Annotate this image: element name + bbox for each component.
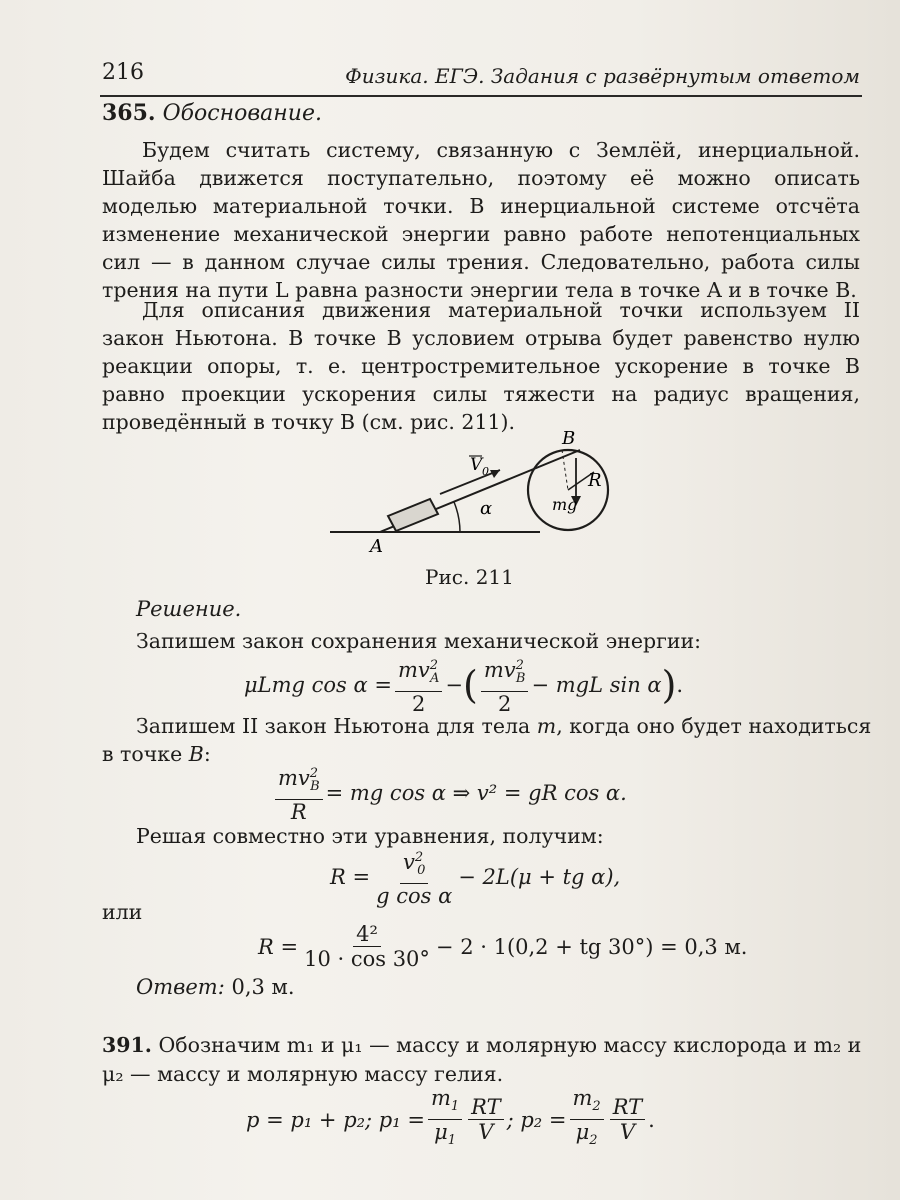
newton-text-line1: Запишем II закон Ньютона для тела m, когда оно будет находиться xyxy=(136,714,872,738)
answer-label: Ответ: xyxy=(136,975,225,999)
p1-mass-num: $m_1$ xyxy=(428,1086,462,1120)
page-number: 216 xyxy=(102,60,144,85)
kinetic-b-numerator: $mv^2_B$ xyxy=(481,654,529,692)
label-mg: mg xyxy=(552,495,578,514)
problem-number: 365. xyxy=(102,100,156,126)
kinetic-a-numerator: $mv^2_A$ xyxy=(395,654,442,692)
problem-391-line1 xyxy=(102,1033,861,1057)
kinetic-a-denominator: 2 xyxy=(411,692,426,717)
puck-block xyxy=(388,499,438,531)
newton-rhs: = mg cos α ⇒ v² = gR cos α. xyxy=(325,781,627,806)
figure-211 xyxy=(330,428,620,558)
p1-rt-num: RT xyxy=(468,1095,503,1120)
header-divider xyxy=(100,95,862,97)
numeric-equation xyxy=(258,922,747,971)
result-equation xyxy=(330,846,620,908)
solution-heading: Решение. xyxy=(136,597,242,621)
problem-heading: Обоснование. xyxy=(162,101,322,126)
label-v0: V xyxy=(470,455,483,475)
label-a: A xyxy=(370,536,383,557)
energy-lhs: μLmg cos α = xyxy=(244,673,392,698)
label-v0-sub: 0 xyxy=(482,465,489,478)
combined-text: Решая совместно эти уравнения, получим: xyxy=(136,824,604,848)
minus-sign: − xyxy=(445,673,463,698)
centripetal-numerator: $mv^2_B$ xyxy=(275,762,323,800)
kinetic-b-fraction xyxy=(481,654,529,716)
problem-391-number: 391. xyxy=(102,1033,152,1057)
figure-caption: Рис. 211 xyxy=(425,565,514,589)
result-fraction xyxy=(373,846,455,908)
pressure-end: . xyxy=(648,1107,655,1132)
kinetic-a-fraction xyxy=(395,654,442,716)
label-alpha: α xyxy=(480,498,493,519)
centripetal-fraction xyxy=(275,762,323,824)
energy-equation xyxy=(244,654,683,716)
result-numerator: $v^2_0$ xyxy=(400,846,428,884)
pressure-start: p = p₁ + p₂; p₁ = xyxy=(246,1107,425,1132)
label-r: R xyxy=(588,470,602,491)
close-paren: ) xyxy=(661,663,677,708)
result-rhs: − 2L(μ + tg α), xyxy=(458,865,621,890)
p2-rt-num: RT xyxy=(610,1095,645,1120)
numeric-fraction xyxy=(301,922,433,971)
problem-365-title xyxy=(102,100,322,126)
potential-term: − mgL sin α xyxy=(531,673,662,698)
angle-arc xyxy=(454,502,460,532)
numeric-rhs: − 2 · 1(0,2 + tg 30°) = 0,3 м. xyxy=(435,934,748,959)
or-text: или xyxy=(102,900,143,924)
pressure-mid: ; p₂ = xyxy=(506,1107,567,1132)
energy-law-text: Запишем закон сохранения механической энергии: xyxy=(136,629,702,653)
p1-mass-fraction xyxy=(428,1086,462,1153)
numeric-lhs: R = xyxy=(258,934,299,959)
p1-mass-den: $\mu_1$ xyxy=(434,1120,457,1149)
newton-text-line2: в точке B: xyxy=(102,742,211,766)
kinetic-b-denominator: 2 xyxy=(497,692,512,717)
centripetal-denominator: R xyxy=(290,800,307,825)
answer-line xyxy=(136,975,295,999)
justification-paragraph-2: Для описания движения материальной точки используем II закон Ньютона. В точке B условием отрыва будет равенство нулю реакции опоры, т. е. центростремительное ускорение в точке B равно проекции ускорения силы тяжести на радиус вращения, проведённый в точку B (см. рис. 211). xyxy=(102,298,860,434)
p2-mass-den: $\mu_2$ xyxy=(575,1120,598,1149)
open-paren: ( xyxy=(463,663,478,708)
numeric-denominator: 10 · cos 30° xyxy=(304,947,430,971)
pressure-equation xyxy=(246,1086,655,1153)
label-b: B xyxy=(562,428,576,449)
p2-rt-fraction xyxy=(610,1095,645,1144)
p2-rt-den: V xyxy=(619,1120,636,1145)
p1-rt-den: V xyxy=(478,1120,494,1145)
numeric-numerator: 4² xyxy=(353,922,381,947)
running-header: Физика. ЕГЭ. Задания с развёрнутым ответом xyxy=(345,64,860,88)
p1-rt-fraction xyxy=(468,1095,503,1144)
energy-end: . xyxy=(676,673,684,698)
problem-391-line2: μ₂ — массу и молярную массу гелия. xyxy=(102,1062,504,1086)
problem-391-text1: Обозначим m₁ и μ₁ — массу и молярную массу кислорода и m₂ и xyxy=(158,1033,862,1057)
result-denominator: g cos α xyxy=(376,884,453,909)
p2-mass-num: $m_2$ xyxy=(570,1086,604,1120)
result-lhs: R = xyxy=(330,865,371,890)
justification-paragraph-1: Будем считать систему, связанную с Землёй, инерциальной. Шайба движется поступательно, поэтому её можно описать моделью материальной точки. В инерциальной системе отсчёта изменение механической энергии равно работе непотенциальных сил — в данном случае силы трения. Следовательно, работа силы трения на пути L равна разности энергии тела в точке A и в точке B. xyxy=(102,138,860,302)
answer-value: 0,3 м. xyxy=(231,975,295,999)
p2-mass-fraction xyxy=(570,1086,604,1153)
newton-equation xyxy=(272,762,627,824)
